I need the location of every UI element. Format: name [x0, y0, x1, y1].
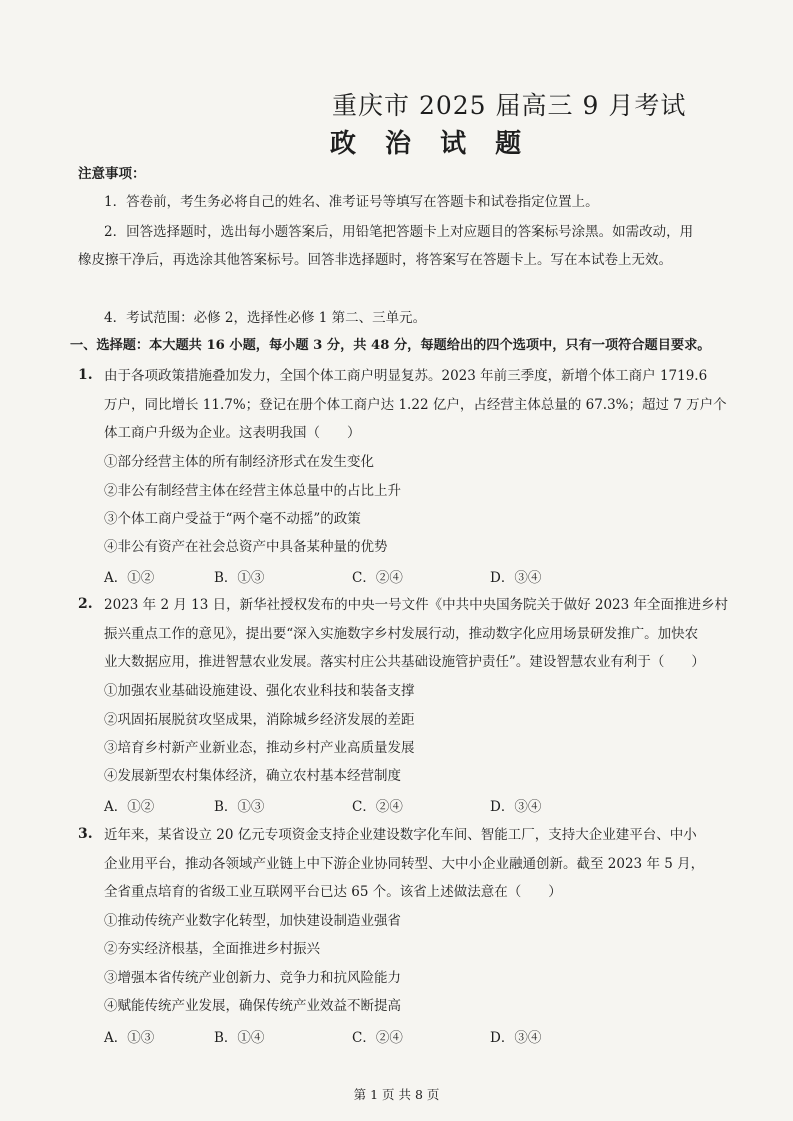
option-a: A．①② — [104, 570, 155, 586]
question-stem: 全省重点培育的省级工业互联网平台已达 65 个。该省上述做法意在（ ） — [104, 884, 562, 900]
option-a: A．①② — [104, 799, 155, 815]
notice-heading: 注意事项： — [78, 166, 146, 182]
exam-title: 重庆市 2025 届高三 9 月考试 — [332, 91, 687, 120]
option-b: B．①③ — [214, 799, 265, 815]
statement: ②巩固拓展脱贫攻坚成果，消除城乡经济发展的差距 — [104, 712, 415, 728]
question-stem: 由于各项政策措施叠加发力，全国个体工商户明显复苏。2023 年前三季度，新增个体工商户 1719.6 — [104, 368, 708, 384]
option-d: D．③④ — [490, 799, 542, 815]
question-stem: 企业用平台，推动各领域产业链上中下游企业协同转型、大中小企业融通创新。截至 2023 年 5 月， — [104, 856, 705, 872]
notice-item: 2．回答选择题时，选出每小题答案后，用铅笔把答题卡上对应题目的答案标号涂黑。如需改动，用 — [104, 224, 694, 240]
question-stem: 业大数据应用，推进智慧农业发展。落实村庄公共基础设施管护责任”。建设智慧农业有利于（ ） — [104, 654, 705, 670]
notice-item: 1．答卷前，考生务必将自己的姓名、准考证号等填写在答题卡和试卷指定位置上。 — [104, 194, 599, 210]
notice-item: 4．考试范围：必修 2，选择性必修 1 第二、三单元。 — [104, 310, 427, 326]
statement: ④赋能传统产业发展，确保传统产业效益不断提高 — [104, 998, 401, 1014]
statement: ①推动传统产业数字化转型，加快建设制造业强省 — [104, 913, 401, 929]
question-number: 3. — [78, 826, 93, 842]
question-number: 2. — [78, 596, 93, 612]
section-heading: 一、选择题：本大题共 16 小题，每小题 3 分，共 48 分，每题给出的四个选项中，只有一项符合题目要求。 — [70, 338, 711, 353]
statement: ③培育乡村新产业新业态，推动乡村产业高质量发展 — [104, 740, 415, 756]
question-stem: 体工商户升级为企业。这表明我国（ ） — [104, 425, 361, 441]
question-number: 1. — [78, 367, 93, 383]
statement: ④非公有资产在社会总资产中具备某种量的优势 — [104, 539, 388, 555]
statement: ③个体工商户受益于“两个毫不动摇”的政策 — [104, 511, 361, 527]
option-c: C．②④ — [352, 570, 403, 586]
notice-item: 橡皮擦干净后，再选涂其他答案标号。回答非选择题时，将答案写在答题卡上。写在本试卷上无效。 — [78, 252, 672, 268]
question-stem: 近年来，某省设立 20 亿元专项资金支持企业建设数字化车间、智能工厂，支持大企业建平台、中小 — [104, 827, 697, 843]
option-d: D．③④ — [490, 570, 542, 586]
question-stem: 万户，同比增长 11.7%；登记在册个体工商户达 1.22 亿户，占经营主体总量的 67.3%；超过 7 万户个 — [104, 397, 727, 413]
option-d: D．③④ — [490, 1030, 542, 1046]
statement: ①加强农业基础设施建设、强化农业科技和装备支撑 — [104, 683, 415, 699]
option-c: C．②④ — [352, 799, 403, 815]
question-stem: 振兴重点工作的意见》，提出要“深入实施数字乡村发展行动，推动数字化应用场景研发推广。加快农 — [104, 626, 699, 642]
option-b: B．①③ — [214, 570, 265, 586]
page-footer: 第 1 页 共 8 页 — [353, 1087, 440, 1102]
option-c: C．②④ — [352, 1030, 403, 1046]
statement: ④发展新型农村集体经济，确立农村基本经营制度 — [104, 768, 401, 784]
statement: ②夯实经济根基，全面推进乡村振兴 — [104, 941, 320, 957]
option-a: A．①③ — [104, 1030, 155, 1046]
statement: ③增强本省传统产业创新力、竞争力和抗风险能力 — [104, 970, 401, 986]
statement: ①部分经营主体的所有制经济形式在发生变化 — [104, 454, 374, 470]
subject-title: 政 治 试 题 — [330, 129, 532, 159]
option-b: B．①④ — [214, 1030, 265, 1046]
statement: ②非公有制经营主体在经营主体总量中的占比上升 — [104, 483, 401, 499]
question-stem: 2023 年 2 月 13 日，新华社授权发布的中央一号文件《中共中央国务院关于做好 2023 年全面推进乡村 — [104, 597, 729, 613]
